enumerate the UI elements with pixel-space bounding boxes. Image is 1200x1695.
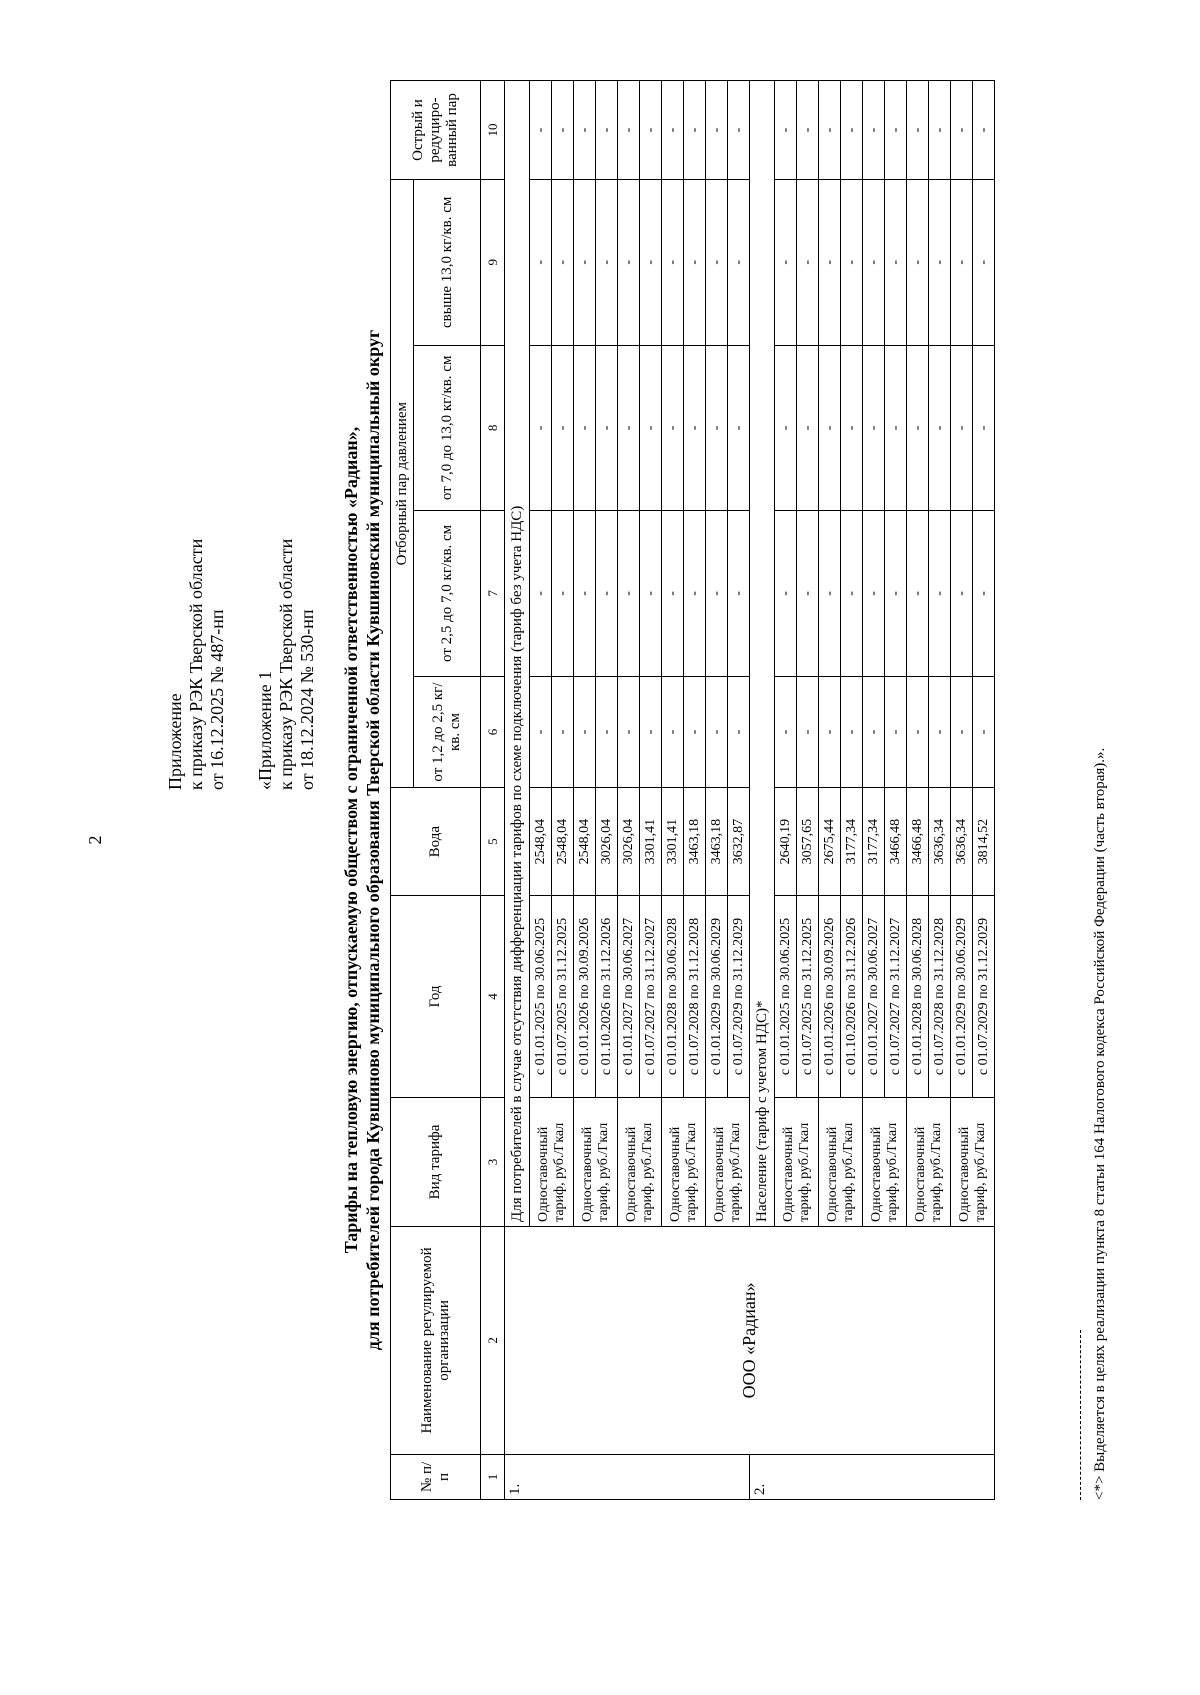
footnote-separator — [1080, 1330, 1081, 1500]
water-tariff-value: 3466,48 — [885, 788, 907, 895]
tariff-kind: Одноставочный тариф, руб./Гкал — [951, 1097, 995, 1226]
organization-name: ООО «Радиан» — [505, 1226, 995, 1454]
column-number: 10 — [481, 81, 505, 180]
section-label: Для потребителей в случае отсутствия дифференциации тарифов по схеме подключения (тариф без учета НДС) — [505, 81, 530, 1227]
steam-tariff-value: - — [863, 345, 885, 511]
steam-tariff-value: - — [618, 81, 640, 180]
appendix-line: к приказу РЭК Тверской области — [276, 538, 296, 790]
steam-tariff-value: - — [706, 676, 728, 788]
tariff-period: с 01.01.2025 по 30.06.2025 — [775, 895, 797, 1097]
tariff-kind: Одноставочный тариф, руб./Гкал — [662, 1097, 706, 1226]
tariff-kind: Одноставочный тариф, руб./Гкал — [775, 1097, 819, 1226]
tariff-period: с 01.07.2025 по 31.12.2025 — [552, 895, 574, 1097]
tariff-period: с 01.01.2029 по 30.06.2029 — [706, 895, 728, 1097]
steam-tariff-value: - — [951, 345, 973, 511]
steam-tariff-value: - — [775, 81, 797, 180]
steam-tariff-value: - — [951, 676, 973, 788]
tariff-period: с 01.01.2026 по 30.09.2026 — [574, 895, 596, 1097]
water-tariff-value: 3463,18 — [706, 788, 728, 895]
water-tariff-value: 3632,87 — [728, 788, 750, 895]
steam-tariff-value: - — [907, 676, 929, 788]
steam-tariff-value: - — [819, 179, 841, 345]
steam-tariff-value: - — [596, 676, 618, 788]
steam-tariff-value: - — [684, 676, 706, 788]
header-steam-1: от 1,2 до 2,5 кг/кв. см — [414, 676, 481, 788]
tariff-period: с 01.01.2029 по 30.06.2029 — [951, 895, 973, 1097]
section-label: Население (тариф с учетом НДС)* — [750, 81, 775, 1227]
steam-tariff-value: - — [797, 179, 819, 345]
steam-tariff-value: - — [951, 511, 973, 677]
steam-tariff-value: - — [662, 179, 684, 345]
column-number: 4 — [481, 895, 505, 1097]
steam-tariff-value: - — [574, 81, 596, 180]
column-number: 8 — [481, 345, 505, 511]
steam-tariff-value: - — [618, 179, 640, 345]
header-steam-group: Отборный пар давлением — [391, 179, 414, 787]
steam-tariff-value: - — [775, 676, 797, 788]
tariff-period: с 01.01.2027 по 30.06.2027 — [618, 895, 640, 1097]
steam-tariff-value: - — [841, 676, 863, 788]
water-tariff-value: 3026,04 — [618, 788, 640, 895]
steam-tariff-value: - — [552, 81, 574, 180]
steam-tariff-value: - — [552, 511, 574, 677]
header-no: № п/ п — [391, 1454, 481, 1499]
steam-tariff-value: - — [706, 81, 728, 180]
steam-tariff-value: - — [973, 81, 995, 180]
steam-tariff-value: - — [618, 511, 640, 677]
steam-tariff-value: - — [574, 676, 596, 788]
steam-tariff-value: - — [819, 345, 841, 511]
column-number: 2 — [481, 1226, 505, 1454]
steam-tariff-value: - — [863, 676, 885, 788]
steam-tariff-value: - — [797, 345, 819, 511]
steam-tariff-value: - — [951, 179, 973, 345]
steam-tariff-value: - — [929, 179, 951, 345]
steam-tariff-value: - — [973, 179, 995, 345]
section-number: 1. — [505, 1454, 750, 1499]
header-water: Вода — [391, 788, 481, 895]
steam-tariff-value: - — [640, 81, 662, 180]
steam-tariff-value: - — [841, 345, 863, 511]
steam-tariff-value: - — [552, 345, 574, 511]
steam-tariff-value: - — [973, 676, 995, 788]
steam-tariff-value: - — [640, 179, 662, 345]
water-tariff-value: 3463,18 — [684, 788, 706, 895]
steam-tariff-value: - — [951, 81, 973, 180]
steam-tariff-value: - — [775, 179, 797, 345]
tariff-period: с 01.01.2026 по 30.09.2026 — [819, 895, 841, 1097]
tariff-table — [390, 80, 995, 1500]
steam-tariff-value: - — [775, 511, 797, 677]
steam-tariff-value: - — [929, 345, 951, 511]
steam-tariff-value: - — [596, 511, 618, 677]
water-tariff-value: 3466,48 — [907, 788, 929, 895]
steam-tariff-value: - — [797, 81, 819, 180]
steam-tariff-value: - — [797, 511, 819, 677]
steam-tariff-value: - — [706, 179, 728, 345]
water-tariff-value: 3301,41 — [662, 788, 684, 895]
steam-tariff-value: - — [530, 81, 552, 180]
header-sharp-steam: Острый и редуциро-ванный пар — [391, 81, 481, 180]
column-number: 1 — [481, 1454, 505, 1499]
steam-tariff-value: - — [841, 179, 863, 345]
column-number: 7 — [481, 511, 505, 677]
water-tariff-value: 3177,34 — [841, 788, 863, 895]
steam-tariff-value: - — [885, 345, 907, 511]
steam-tariff-value: - — [684, 179, 706, 345]
tariff-period: с 01.07.2027 по 31.12.2027 — [885, 895, 907, 1097]
steam-tariff-value: - — [929, 81, 951, 180]
tariff-period: с 01.07.2029 по 31.12.2029 — [728, 895, 750, 1097]
tariff-kind: Одноставочный тариф, руб./Гкал — [574, 1097, 618, 1226]
steam-tariff-value: - — [863, 511, 885, 677]
appendix-header-original — [255, 539, 318, 790]
header-steam-2: от 2,5 до 7,0 кг/кв. см — [414, 511, 481, 677]
tariff-period: с 01.10.2026 по 31.12.2026 — [596, 895, 618, 1097]
steam-tariff-value: - — [929, 676, 951, 788]
title-line: Тарифы на тепловую энергию, отпускаемую обществом с ограниченной ответственностью «Радиан», — [341, 426, 361, 1254]
tariff-kind: Одноставочный тариф, руб./Гкал — [706, 1097, 750, 1226]
steam-tariff-value: - — [929, 511, 951, 677]
steam-tariff-value: - — [530, 511, 552, 677]
tariff-kind: Одноставочный тариф, руб./Гкал — [863, 1097, 907, 1226]
steam-tariff-value: - — [841, 81, 863, 180]
steam-tariff-value: - — [640, 345, 662, 511]
steam-tariff-value: - — [863, 81, 885, 180]
water-tariff-value: 3177,34 — [863, 788, 885, 895]
appendix-line: от 16.12.2025 № 487-нп — [207, 609, 227, 790]
tariff-period: с 01.07.2028 по 31.12.2028 — [684, 895, 706, 1097]
steam-tariff-value: - — [728, 81, 750, 180]
tariff-period: с 01.01.2028 по 30.06.2028 — [662, 895, 684, 1097]
steam-tariff-value: - — [775, 345, 797, 511]
header-steam-4: свыше 13,0 кг/кв. см — [414, 179, 481, 345]
steam-tariff-value: - — [684, 81, 706, 180]
header-kind: Вид тарифа — [391, 1097, 481, 1226]
steam-tariff-value: - — [640, 511, 662, 677]
steam-tariff-value: - — [552, 179, 574, 345]
header-org: Наименование регулируемой организации — [391, 1226, 481, 1454]
steam-tariff-value: - — [706, 345, 728, 511]
water-tariff-value: 3301,41 — [640, 788, 662, 895]
steam-tariff-value: - — [863, 179, 885, 345]
steam-tariff-value: - — [530, 179, 552, 345]
steam-tariff-value: - — [618, 345, 640, 511]
steam-tariff-value: - — [907, 511, 929, 677]
steam-tariff-value: - — [662, 81, 684, 180]
water-tariff-value: 3057,65 — [797, 788, 819, 895]
title-line: для потребителей города Кувшиново муниципального образования Тверской области Кувшиновский муниципальный округ — [363, 329, 383, 1351]
steam-tariff-value: - — [530, 345, 552, 511]
column-number: 5 — [481, 788, 505, 895]
column-number: 9 — [481, 179, 505, 345]
steam-tariff-value: - — [728, 179, 750, 345]
column-number-row — [481, 81, 505, 1500]
steam-tariff-value: - — [706, 511, 728, 677]
steam-tariff-value: - — [728, 676, 750, 788]
appendix-header-current — [165, 539, 228, 790]
footnote: <*> Выделяется в целях реализации пункта 8 статьи 164 Налогового кодекса Российской Федерации (часть вторая).». — [1092, 747, 1108, 1500]
tariff-period: с 01.10.2026 по 31.12.2026 — [841, 895, 863, 1097]
steam-tariff-value: - — [684, 511, 706, 677]
steam-tariff-value: - — [574, 511, 596, 677]
steam-tariff-value: - — [973, 511, 995, 677]
document-title — [340, 80, 384, 1600]
tariff-kind: Одноставочный тариф, руб./Гкал — [530, 1097, 574, 1226]
steam-tariff-value: - — [640, 676, 662, 788]
appendix-line: «Приложение 1 — [255, 670, 275, 790]
section-number: 2. — [750, 1454, 995, 1499]
water-tariff-value: 3026,04 — [596, 788, 618, 895]
tariff-period: с 01.07.2029 по 31.12.2029 — [973, 895, 995, 1097]
tariff-period: с 01.01.2025 по 30.06.2025 — [530, 895, 552, 1097]
tariff-period: с 01.07.2028 по 31.12.2028 — [929, 895, 951, 1097]
water-tariff-value: 2548,04 — [574, 788, 596, 895]
steam-tariff-value: - — [618, 676, 640, 788]
tariff-kind: Одноставочный тариф, руб./Гкал — [907, 1097, 951, 1226]
tariff-period: с 01.01.2028 по 30.06.2028 — [907, 895, 929, 1097]
steam-tariff-value: - — [819, 81, 841, 180]
steam-tariff-value: - — [574, 345, 596, 511]
header-steam-3: от 7,0 до 13,0 кг/кв. см — [414, 345, 481, 511]
steam-tariff-value: - — [728, 345, 750, 511]
steam-tariff-value: - — [907, 345, 929, 511]
column-number: 3 — [481, 1097, 505, 1226]
steam-tariff-value: - — [596, 81, 618, 180]
steam-tariff-value: - — [907, 81, 929, 180]
tariff-period: с 01.07.2025 по 31.12.2025 — [797, 895, 819, 1097]
tariff-period: с 01.07.2027 по 31.12.2027 — [640, 895, 662, 1097]
steam-tariff-value: - — [662, 345, 684, 511]
steam-tariff-value: - — [662, 511, 684, 677]
water-tariff-value: 3636,34 — [951, 788, 973, 895]
tariff-kind: Одноставочный тариф, руб./Гкал — [819, 1097, 863, 1226]
steam-tariff-value: - — [885, 81, 907, 180]
water-tariff-value: 3814,52 — [973, 788, 995, 895]
appendix-line: к приказу РЭК Тверской области — [186, 538, 206, 790]
water-tariff-value: 2640,19 — [775, 788, 797, 895]
tariff-period: с 01.01.2027 по 30.06.2027 — [863, 895, 885, 1097]
steam-tariff-value: - — [819, 511, 841, 677]
steam-tariff-value: - — [797, 676, 819, 788]
steam-tariff-value: - — [885, 179, 907, 345]
steam-tariff-value: - — [662, 676, 684, 788]
page-number: 2 — [85, 835, 105, 845]
water-tariff-value: 2548,04 — [530, 788, 552, 895]
steam-tariff-value: - — [819, 676, 841, 788]
steam-tariff-value: - — [530, 676, 552, 788]
header-year: Год — [391, 895, 481, 1097]
tariff-kind: Одноставочный тариф, руб./Гкал — [618, 1097, 662, 1226]
steam-tariff-value: - — [552, 676, 574, 788]
steam-tariff-value: - — [596, 179, 618, 345]
water-tariff-value: 3636,34 — [929, 788, 951, 895]
steam-tariff-value: - — [907, 179, 929, 345]
steam-tariff-value: - — [574, 179, 596, 345]
steam-tariff-value: - — [973, 345, 995, 511]
steam-tariff-value: - — [885, 676, 907, 788]
steam-tariff-value: - — [684, 345, 706, 511]
appendix-line: от 18.12.2024 № 530-нп — [297, 609, 317, 790]
steam-tariff-value: - — [841, 511, 863, 677]
water-tariff-value: 2548,04 — [552, 788, 574, 895]
appendix-line: Приложение — [165, 693, 185, 790]
document-page — [40, 60, 1160, 1660]
column-number: 6 — [481, 676, 505, 788]
section-header-row — [505, 81, 530, 1500]
steam-tariff-value: - — [596, 345, 618, 511]
water-tariff-value: 2675,44 — [819, 788, 841, 895]
steam-tariff-value: - — [728, 511, 750, 677]
steam-tariff-value: - — [885, 511, 907, 677]
